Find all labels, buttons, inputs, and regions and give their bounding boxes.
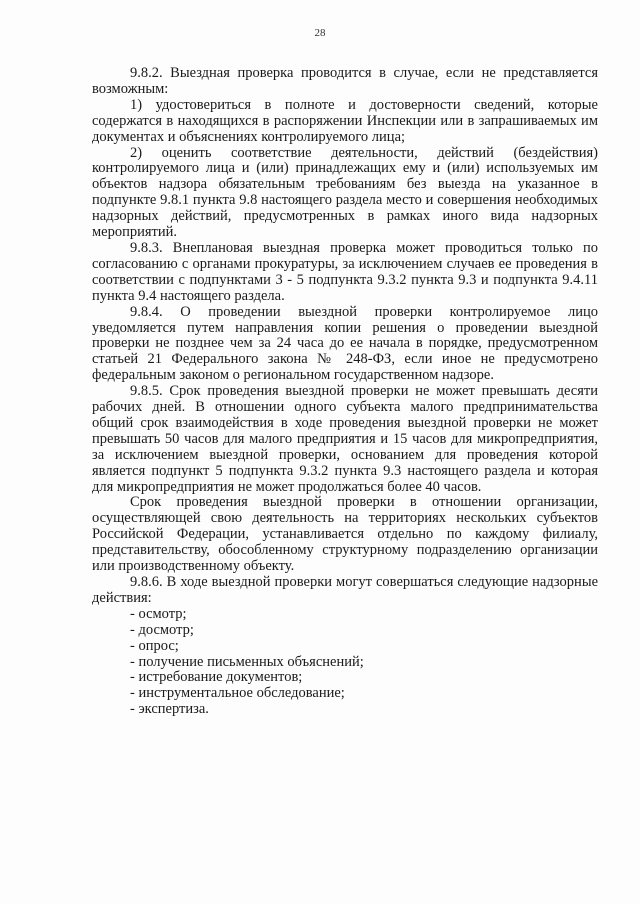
list-item-written-explanations: - получение письменных объяснений; <box>130 653 364 670</box>
document-body <box>92 66 598 718</box>
list-item-interview: - опрос; <box>130 637 179 654</box>
paragraph-9-8-3: 9.8.3. Внеплановая выездная проверка может проводиться только по согласованию с органами прокуратуры, за исключением случаев ее проведения в соответствии с подпунктами 3 - 5 подпункта 9.3.2 пункта 9.3 и подпункта 9.4.11 пункта 9.4 настоящего раздела. <box>92 239 598 304</box>
list-item-instrumental-survey: - инструментальное обследование; <box>130 685 345 702</box>
list-item-inspection: - осмотр; <box>130 605 187 622</box>
list-item-document-request: - истребование документов; <box>130 669 303 686</box>
paragraph-9-8-5: 9.8.5. Срок проведения выездной проверки не может превышать десяти рабочих дней. В отношении одного субъекта малого предпринимательства общий срок взаимодействия в ходе проведения выездной проверки не может превышать 50 часов для малого предприятия и 15 часов для микропредприятия, за исключением выездной проверки, основанием для проведения которой является подпункт 5 подпункта 9.3.2 пункта 9.3 настоящего раздела и которая для микропредприятия не может продолжаться более 40 часов. <box>92 383 598 495</box>
list-item-expertise: - экспертиза. <box>130 701 209 718</box>
list-item-search: - досмотр; <box>130 621 194 638</box>
page-number: 28 <box>314 27 326 39</box>
paragraph-9-8-2: 9.8.2. Выездная проверка проводится в случае, если не представляется возможным: <box>92 65 598 97</box>
paragraph-item-1: 1) удостовериться в полноте и достоверности сведений, которые содержатся в находящихся в распоряжении Инспекции или в запрашиваемых им документах и объяснениях контролируемого лица; <box>92 96 598 145</box>
paragraph-duration: Срок проведения выездной проверки в отношении организации, осуществляющей свою деятельность на территориях нескольких субъектов Российской Федерации, устанавливается отдельно по каждому филиалу, представительству, обособленному структурному подразделению организации или производственному объекту. <box>92 494 598 575</box>
paragraph-9-8-6: 9.8.6. В ходе выездной проверки могут совершаться следующие надзорные действия: <box>92 574 598 606</box>
paragraph-9-8-4: 9.8.4. О проведении выездной проверки контролируемое лицо уведомляется путем направления копии решения о проведении выездной проверки не позднее чем за 24 часа до ее начала в порядке, предусмотренном статьей 21 Федерального закона № 248-ФЗ, если иное не предусмотрено федеральным законом о региональном государственном надзоре. <box>92 303 598 384</box>
paragraph-item-2: 2) оценить соответствие деятельности, действий (бездействия) контролируемого лица и (или) принадлежащих ему и (или) используемых им объектов надзора обязательным требованиям без выезда на указанное в подпункте 9.8.1 пункта 9.8 настоящего раздела место и совершения необходимых надзорных действий, предусмотренных в рамках иного вида надзорных мероприятий. <box>92 144 598 241</box>
